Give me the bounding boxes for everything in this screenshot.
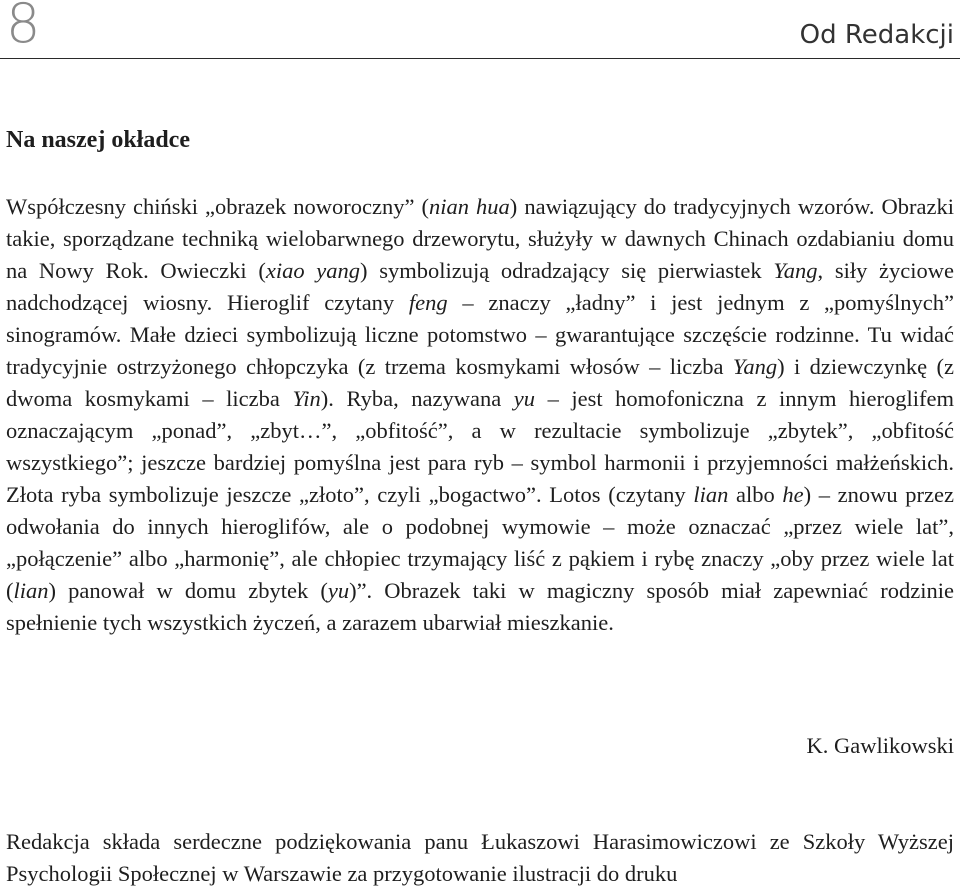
italic-term: he	[782, 482, 804, 507]
text-run: ) panował w domu zbytek (	[48, 578, 328, 603]
text-run: – jest homofoniczna z innym hieroglifem oznaczającym „ponad”, „zbyt…”, „obfitość”, a w rezultacie symbolizuje „zbytek”, „obfitość wszystkiego”; jeszcze bardziej pomyślna jest para ryb – symbol harmonii i przyjemności małżeńskich. Złota ryba symbolizuje jeszcze „złoto”, czyli „bogactwo”. Lotos (czytany	[6, 386, 955, 507]
section-title: Na naszej okładce	[6, 127, 190, 153]
header-rule	[0, 58, 960, 59]
text-run: ). Ryba, nazywana	[320, 386, 514, 411]
running-head: Od Redakcji	[799, 20, 954, 50]
italic-term: Yang	[732, 354, 778, 379]
italic-term: nian hua	[429, 194, 510, 219]
page-number: 8	[6, 0, 41, 55]
text-run: ) – znowu przez odwołania do innych hieroglifów, ale o podobnej wymowie – może oznaczać „przez wiele lat”, „połączenie” albo „harmonię”, ale chłopiec trzymający liść z pąkiem i rybę znaczy „oby przez wiele lat (	[6, 482, 954, 603]
text-run: )”. Obrazek taki w magiczny sposób miał zapewniać rodzinie spełnienie tych wszystkich życzeń, a zarazem ubarwiał mieszkanie.	[6, 578, 954, 635]
italic-term: yu	[327, 578, 350, 603]
text-run: ) i dziewczynkę (z dwoma kosmykami – liczba	[6, 354, 954, 411]
text-run: , siły życiowe nadchodzącej wiosny. Hieroglif czytany	[6, 258, 955, 315]
acknowledgement-text: Redakcja składa serdeczne podziękowania panu Łukaszowi Harasimowiczowi ze Szkoły Wyższej Psychologii Społecznej w Warszawie za przygotowanie ilustracji do druku	[6, 829, 954, 886]
article-paragraph	[6, 191, 954, 639]
italic-term: lian	[693, 482, 729, 507]
italic-term: Yang	[773, 258, 818, 283]
text-run: ) symbolizują odradzający się pierwiastek	[360, 258, 774, 283]
text-run: – znaczy „ładny” i jest jednym z „pomyślnych” sinogramów. Małe dzieci symbolizują liczne potomstwo – gwarantujące szczęście rodzinne. Tu widać tradycyjnie ostrzyżonego chłopczyka (z trzema kosmykami włosów – liczba	[6, 290, 954, 379]
italic-term: xiao yang	[265, 258, 361, 283]
italic-term: feng	[408, 290, 448, 315]
italic-term: lian	[13, 578, 49, 603]
page-header	[0, 0, 960, 60]
text-run: albo	[728, 482, 783, 507]
italic-term: yu	[513, 386, 536, 411]
italic-term: Yin	[292, 386, 321, 411]
text-run: Współczesny chiński „obrazek noworoczny” (	[6, 194, 429, 219]
text-run: ) nawiązujący do tradycyjnych wzorów. Obrazki takie, sporządzane techniką wielobarwnego drzeworytu, służyły w dawnych Chinach ozdabianiu domu na Nowy Rok. Owieczki (	[6, 194, 954, 283]
author-signature: K. Gawlikowski	[806, 733, 954, 758]
